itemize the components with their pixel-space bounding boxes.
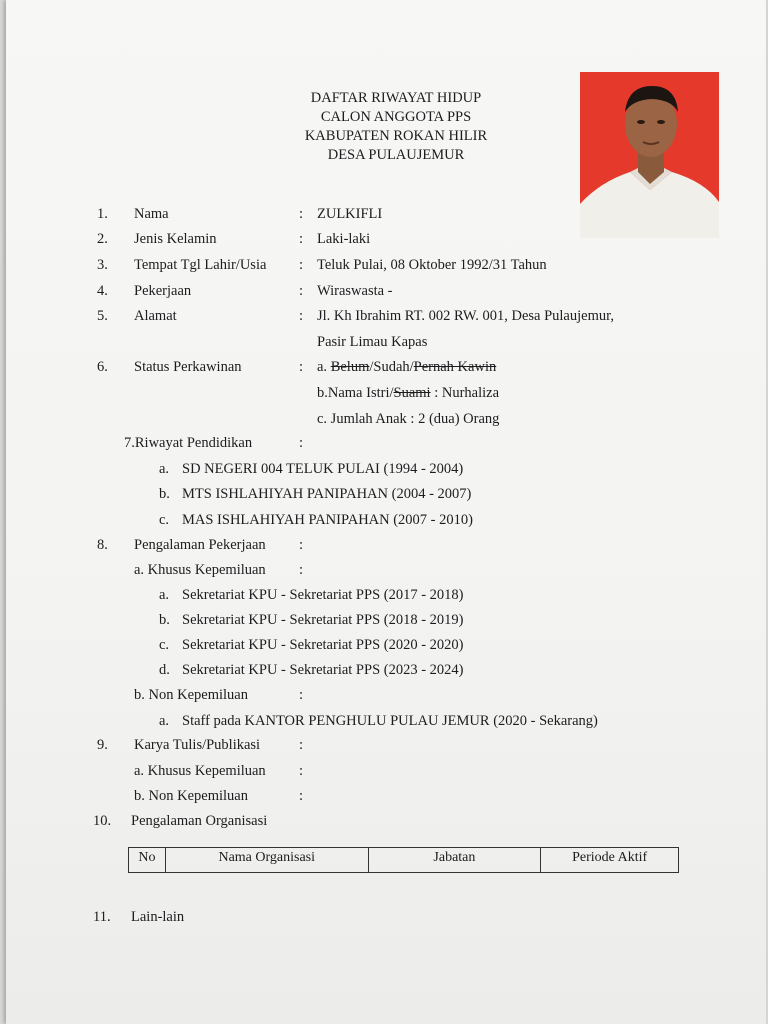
subsection-non-kepemiluan: b. Non Kepemiluan <box>134 788 248 804</box>
field-number: 5. <box>97 308 108 324</box>
subsection-khusus-kepemiluan: a. Khusus Kepemiluan <box>134 562 266 578</box>
document-page <box>6 0 766 1024</box>
field-value-pekerjaan: Wiraswasta - <box>317 283 393 299</box>
field-colon: : <box>299 737 304 753</box>
field-label-status-perkawinan: Status Perkawinan <box>134 359 242 375</box>
list-letter: c. <box>159 512 170 528</box>
spouse-prefix: b.Nama Istri/ <box>317 385 394 401</box>
field-number: 2. <box>97 231 108 247</box>
list-letter: a. <box>159 461 170 477</box>
header-line-3: KABUPATEN ROKAN HILIR <box>304 128 488 144</box>
field-value-alamat: Jl. Kh Ibrahim RT. 002 RW. 001, Desa Pulaujemur, <box>317 308 614 324</box>
field-value-nama: ZULKIFLI <box>317 206 383 222</box>
field-number: 9. <box>97 737 108 753</box>
field-value-tempat-tgl-lahir: Teluk Pulai, 08 Oktober 1992/31 Tahun <box>317 257 547 273</box>
work-item: Sekretariat KPU - Sekretariat PPS (2017 - 2018) <box>182 587 464 603</box>
section-label-other: Lain-lain <box>131 909 185 925</box>
header-line-1: DAFTAR RIWAYAT HIDUP <box>310 90 482 106</box>
list-letter: a. <box>159 587 170 603</box>
field-value-alamat-line-2: Pasir Limau Kapas <box>317 334 428 350</box>
field-colon: : <box>299 562 304 578</box>
field-label-nama: Nama <box>134 206 169 222</box>
list-letter: b. <box>159 486 170 502</box>
table-header-jabatan: Jabatan <box>369 848 542 872</box>
field-label-pekerjaan: Pekerjaan <box>134 283 192 299</box>
list-letter: b. <box>159 612 170 628</box>
field-number: 11. <box>93 909 111 925</box>
spouse-value: : Nurhaliza <box>430 385 500 401</box>
section-label-work: Pengalaman Pekerjaan <box>134 537 266 553</box>
field-number: 3. <box>97 257 108 273</box>
marital-belum-struck: Belum <box>330 359 370 375</box>
subsection-non-kepemiluan: b. Non Kepemiluan <box>134 687 248 703</box>
field-label-alamat: Alamat <box>134 308 177 324</box>
marital-sudah: /Sudah/ <box>369 359 414 375</box>
field-colon: : <box>299 763 304 779</box>
field-colon: : <box>299 308 304 324</box>
field-colon: : <box>299 231 304 247</box>
table-header-periode-aktif: Periode Aktif <box>572 850 648 865</box>
field-label-jenis-kelamin: Jenis Kelamin <box>134 231 217 247</box>
field-number: 8. <box>97 537 108 553</box>
profile-photo <box>580 72 719 238</box>
field-colon: : <box>299 283 304 299</box>
spouse-name-line <box>317 384 499 402</box>
field-number: 4. <box>97 283 108 299</box>
field-colon: : <box>299 206 304 222</box>
list-letter: d. <box>159 662 170 678</box>
field-number: 6. <box>97 359 108 375</box>
work-item: Sekretariat KPU - Sekretariat PPS (2020 - 2020) <box>182 637 464 653</box>
marital-status-line <box>317 358 496 376</box>
education-item: MAS ISHLAHIYAH PANIPAHAN (2007 - 2010) <box>182 512 473 528</box>
marital-a-prefix: a. <box>317 359 331 375</box>
field-value-jenis-kelamin: Laki-laki <box>317 231 371 247</box>
organization-table <box>128 847 679 873</box>
field-number: 10. <box>93 813 112 829</box>
field-label-tempat-tgl-lahir: Tempat Tgl Lahir/Usia <box>134 257 267 273</box>
table-header-no: No <box>129 848 166 872</box>
education-item: SD NEGERI 004 TELUK PULAI (1994 - 2004) <box>182 461 464 477</box>
field-colon: : <box>299 788 304 804</box>
subsection-khusus-kepemiluan: a. Khusus Kepemiluan <box>134 763 266 779</box>
children-count: c. Jumlah Anak : 2 (dua) Orang <box>317 411 500 427</box>
section-label-writing: Karya Tulis/Publikasi <box>134 737 261 753</box>
header-line-2: CALON ANGGOTA PPS <box>320 109 472 125</box>
section-label-organization: Pengalaman Organisasi <box>131 813 268 829</box>
table-header-nama-organisasi: Nama Organisasi <box>166 848 369 872</box>
work-item: Sekretariat KPU - Sekretariat PPS (2018 - 2019) <box>182 612 464 628</box>
field-colon: : <box>299 435 304 451</box>
field-colon: : <box>299 257 304 273</box>
field-number: 1. <box>97 206 108 222</box>
marital-pernah-struck: Pernah Kawin <box>413 359 497 375</box>
field-colon: : <box>299 687 304 703</box>
header-line-4: DESA PULAUJEMUR <box>327 147 465 163</box>
list-letter: a. <box>159 713 170 729</box>
section-label-education: 7.Riwayat Pendidikan <box>124 435 253 451</box>
work-item: Sekretariat KPU - Sekretariat PPS (2023 - 2024) <box>182 662 464 678</box>
field-colon: : <box>299 537 304 553</box>
document-header <box>236 88 556 164</box>
work-item: Staff pada KANTOR PENGHULU PULAU JEMUR (2020 - Sekarang) <box>182 713 598 729</box>
spouse-suami-struck: Suami <box>393 385 431 401</box>
education-item: MTS ISHLAHIYAH PANIPAHAN (2004 - 2007) <box>182 486 472 502</box>
field-colon: : <box>299 359 304 375</box>
list-letter: c. <box>159 637 170 653</box>
